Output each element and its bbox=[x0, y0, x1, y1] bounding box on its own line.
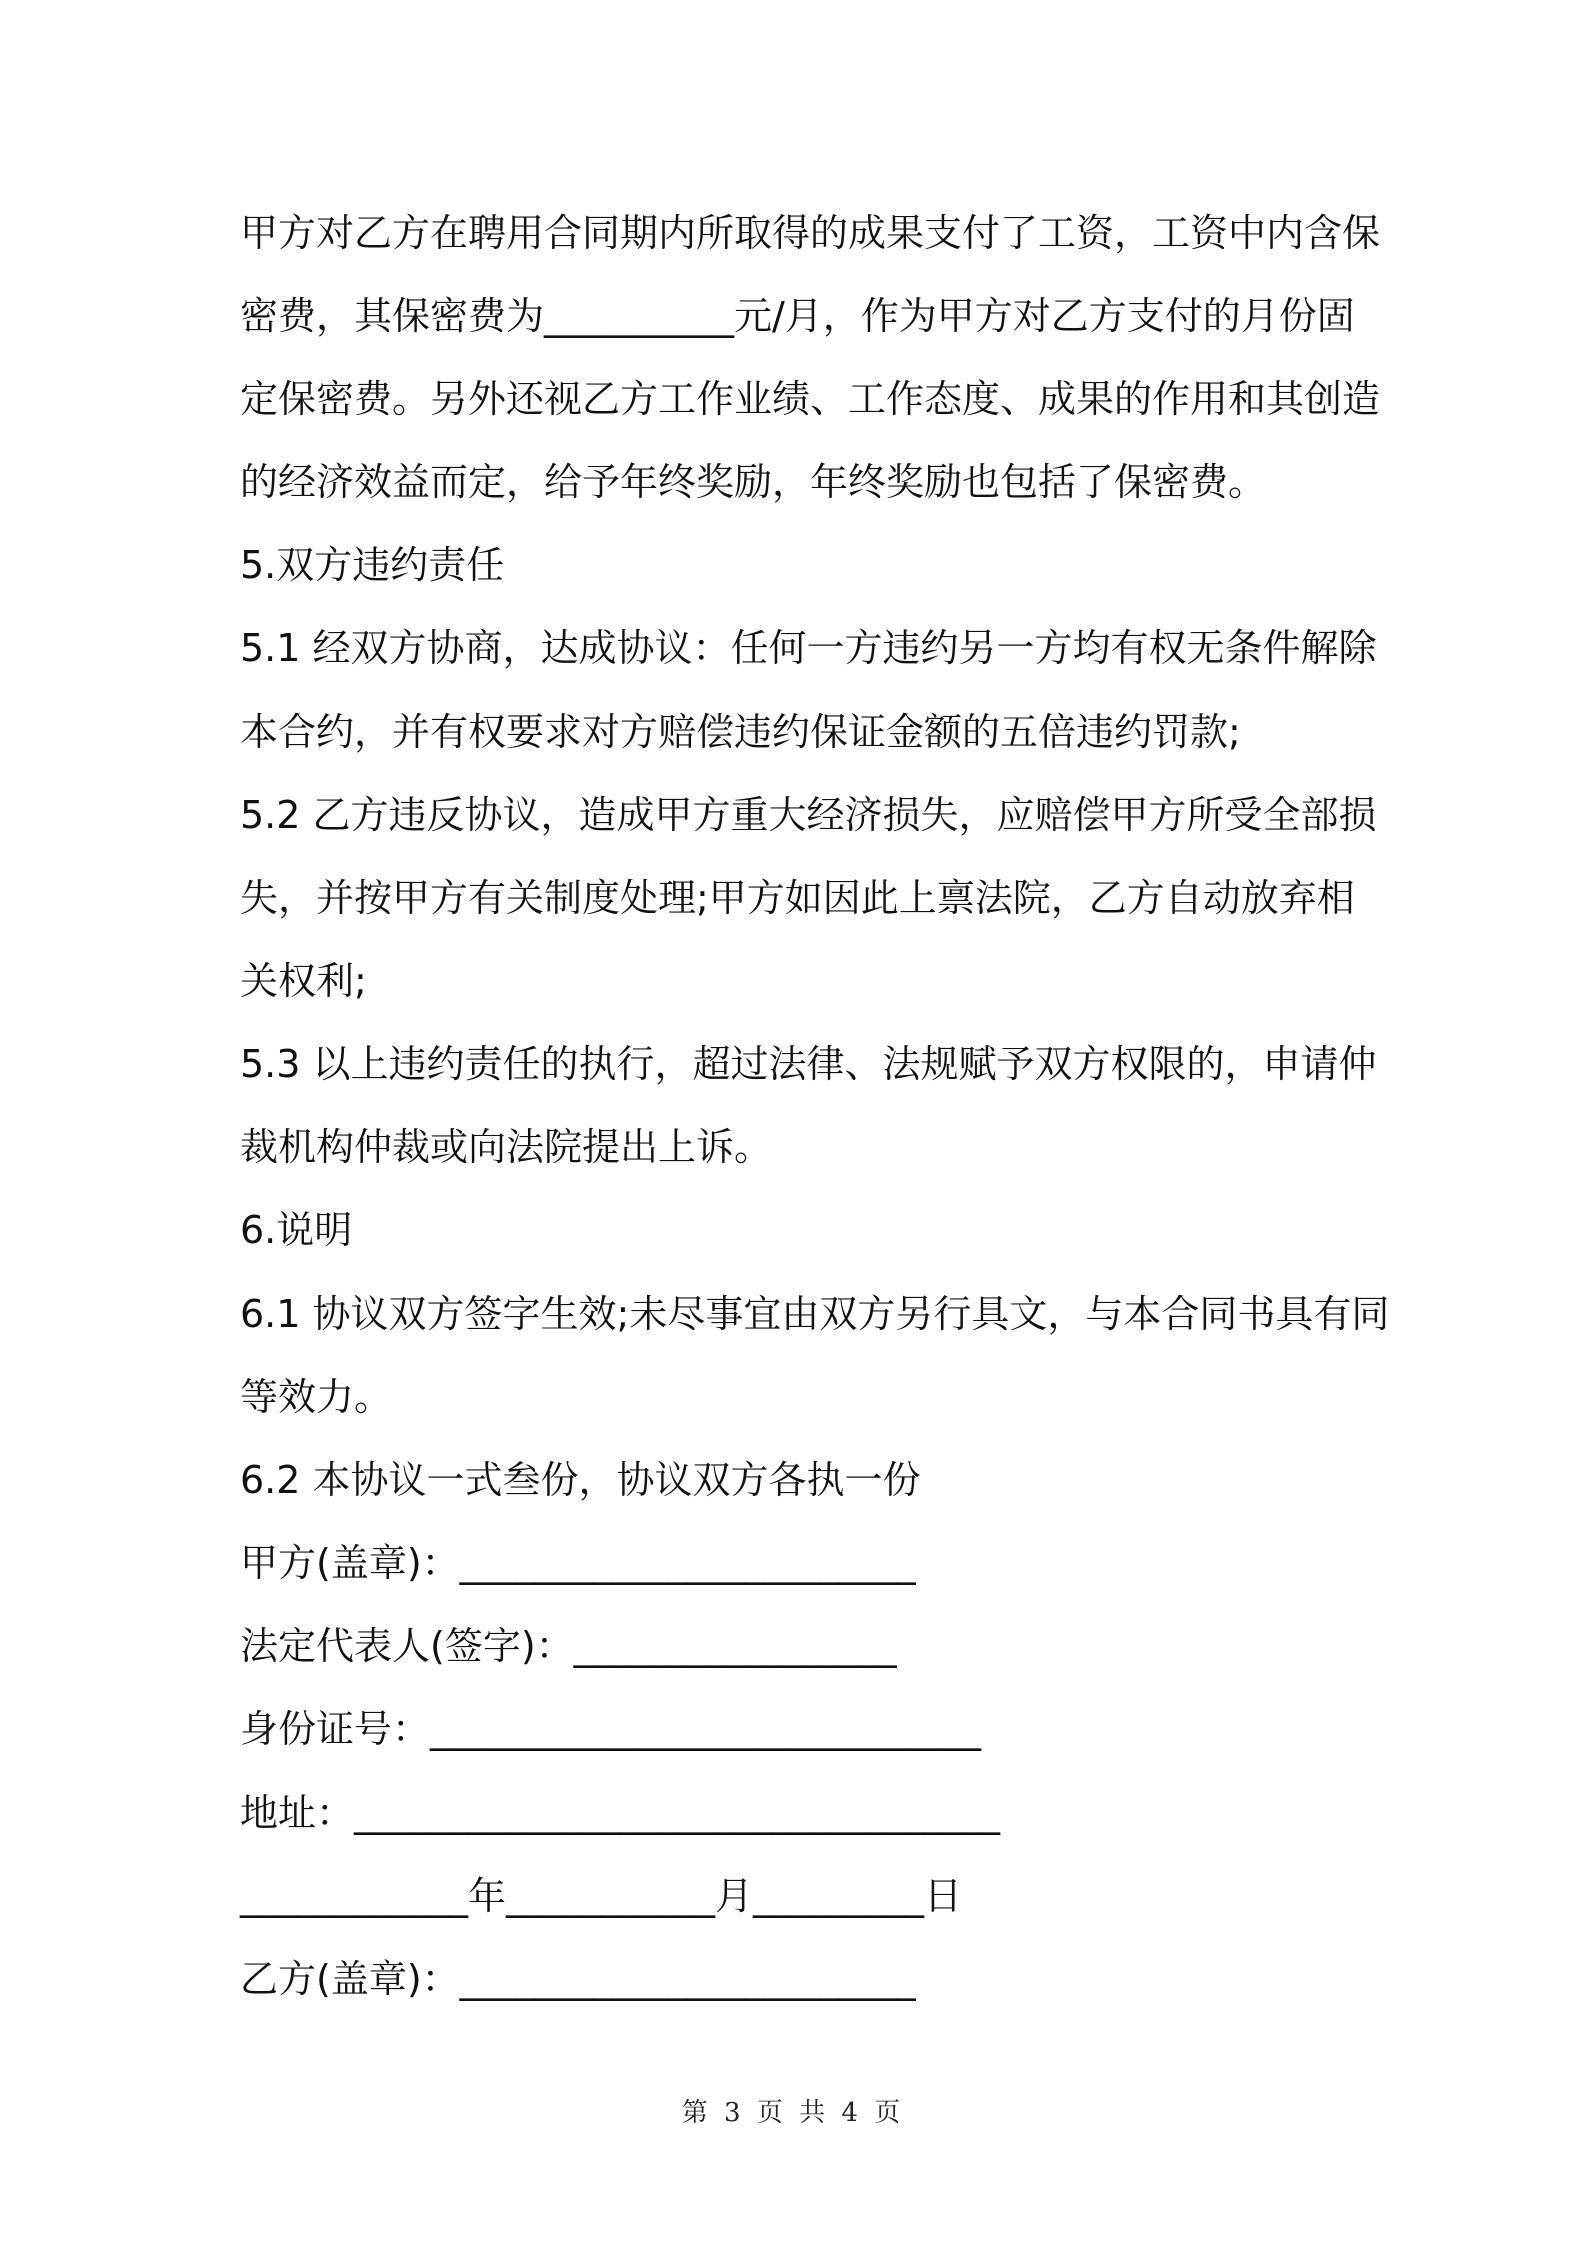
text-line: 6.2 本协议一式叁份，协议双方各执一份 bbox=[240, 1458, 921, 1502]
signature-field-party-b: 乙方(盖章)：________________________ bbox=[240, 1957, 916, 2001]
text-line: 的经济效益而定，给予年终奖励，年终奖励也包括了保密费。 bbox=[240, 460, 1267, 504]
text-line: 5.2 乙方违反协议，造成甲方重大经济损失，应赔偿甲方所受全部损 bbox=[240, 793, 1377, 837]
text-line: 关权利; bbox=[240, 959, 367, 1003]
text-line: 本合约，并有权要求对方赔偿违约保证金额的五倍违约罚款; bbox=[240, 710, 1241, 754]
page-number: 第 3 页 共 4 页 bbox=[681, 2098, 905, 2128]
date-field: ____________年___________月_________日 bbox=[240, 1874, 963, 1918]
signature-field-legal-rep: 法定代表人(签字)：_________________ bbox=[240, 1624, 897, 1668]
section-heading: 6.说明 bbox=[240, 1208, 353, 1252]
text-line: 甲方对乙方在聘用合同期内所取得的成果支付了工资，工资中内含保 bbox=[240, 211, 1381, 255]
text-line: 5.3 以上违约责任的执行，超过法律、法规赋予双方权限的，申请仲 bbox=[240, 1042, 1377, 1086]
text-line: 5.1 经双方协商，达成协议：任何一方违约另一方均有权无条件解除 bbox=[240, 626, 1377, 670]
text-line: 密费，其保密费为__________元/月，作为甲方对乙方支付的月份固 bbox=[240, 294, 1355, 338]
text-line: 定保密费。另外还视乙方工作业绩、工作态度、成果的作用和其创造 bbox=[240, 377, 1381, 421]
text-line: 失，并按甲方有关制度处理;甲方如因此上禀法院，乙方自动放弃相 bbox=[240, 876, 1355, 920]
text-line: 6.1 协议双方签字生效;未尽事宜由双方另行具文，与本合同书具有同 bbox=[240, 1292, 1390, 1336]
signature-field-party-a: 甲方(盖章)：________________________ bbox=[240, 1541, 916, 1585]
section-heading: 5.双方违约责任 bbox=[240, 543, 505, 587]
text-line: 裁机构仲裁或向法院提出上诉。 bbox=[240, 1125, 773, 1169]
text-line: 等效力。 bbox=[240, 1375, 393, 1419]
id-number-field: 身份证号：_____________________________ bbox=[240, 1707, 982, 1751]
address-field: 地址：__________________________________ bbox=[240, 1791, 1001, 1835]
